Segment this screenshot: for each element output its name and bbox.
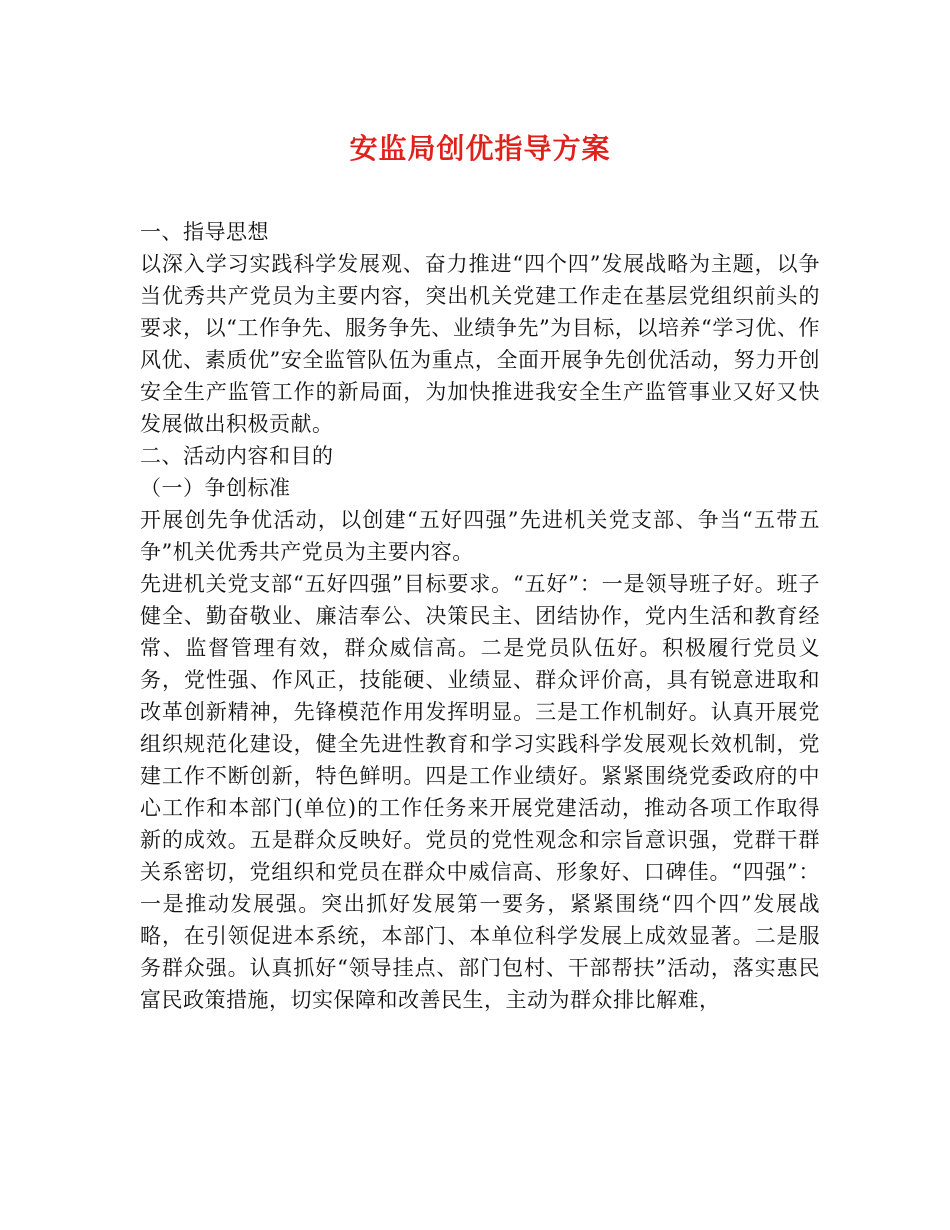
paragraph-five-good-four-strong: 先进机关党支部“五好四强”目标要求。“五好”：一是领导班子好。班子健全、勤奋敬业、廉洁奉公、决策民主、团结协作，党内生活和教育经常、监督管理有效，群众威信高。二是党员队伍好。积极履行党员义务，党性强、作风正，技能硬、业绩显、群众评价高，具有锐意进取和改革创新精神，先锋模范作用发挥明显。三是工作机制好。认真开展党组织规范化建设，健全先进性教育和学习实践科学发展观长效机制，党建工作不断创新，特色鲜明。四是工作业绩好。紧紧围绕党委政府的中心工作和本部门(单位)的工作任务来开展党建活动，推动各项工作取得新的成效。五是群众反映好。党员的党性观念和宗旨意识强，党群干群关系密切，党组织和党员在群众中威信高、形象好、口碑佳。“四强”：一是推动发展强。突出抓好发展第一要务，紧紧围绕“四个四”发展战略，在引领促进本系统，本部门、本单位科学发展上成效显著。二是服务群众强。认真抓好“领导挂点、部门包村、干部帮扶”活动，落实惠民富民政策措施，切实保障和改善民生，主动为群众排比解难， [140,572,820,1012]
paragraph-guiding-ideology: 以深入学习实践科学发展观、奋力推进“四个四”发展战略为主题，以争当优秀共产党员为主要内容，突出机关党建工作走在基层党组织前头的要求，以“工作争先、服务争先、业绩争先”为目标，以培养“学习优、作风优、素质优”安全监管队伍为重点，全面开展争先创优活动，努力开创安全生产监管工作的新局面，为加快推进我安全生产监管事业又好又快发展做出积极贡献。 [140,252,820,436]
document-title: 安监局创优指导方案 [349,132,611,165]
section-heading-guiding-ideology: 一、指导思想 [140,220,269,244]
subsection-heading-standards: （一）争创标准 [140,476,291,500]
paragraph-main-content: 开展创先争优活动，以创建“五好四强”先进机关党支部、争当“五带五争”机关优秀共产党员为主要内容。 [140,508,820,564]
section-heading-activity-content: 二、活动内容和目的 [140,444,334,468]
document-body [140,216,820,1016]
